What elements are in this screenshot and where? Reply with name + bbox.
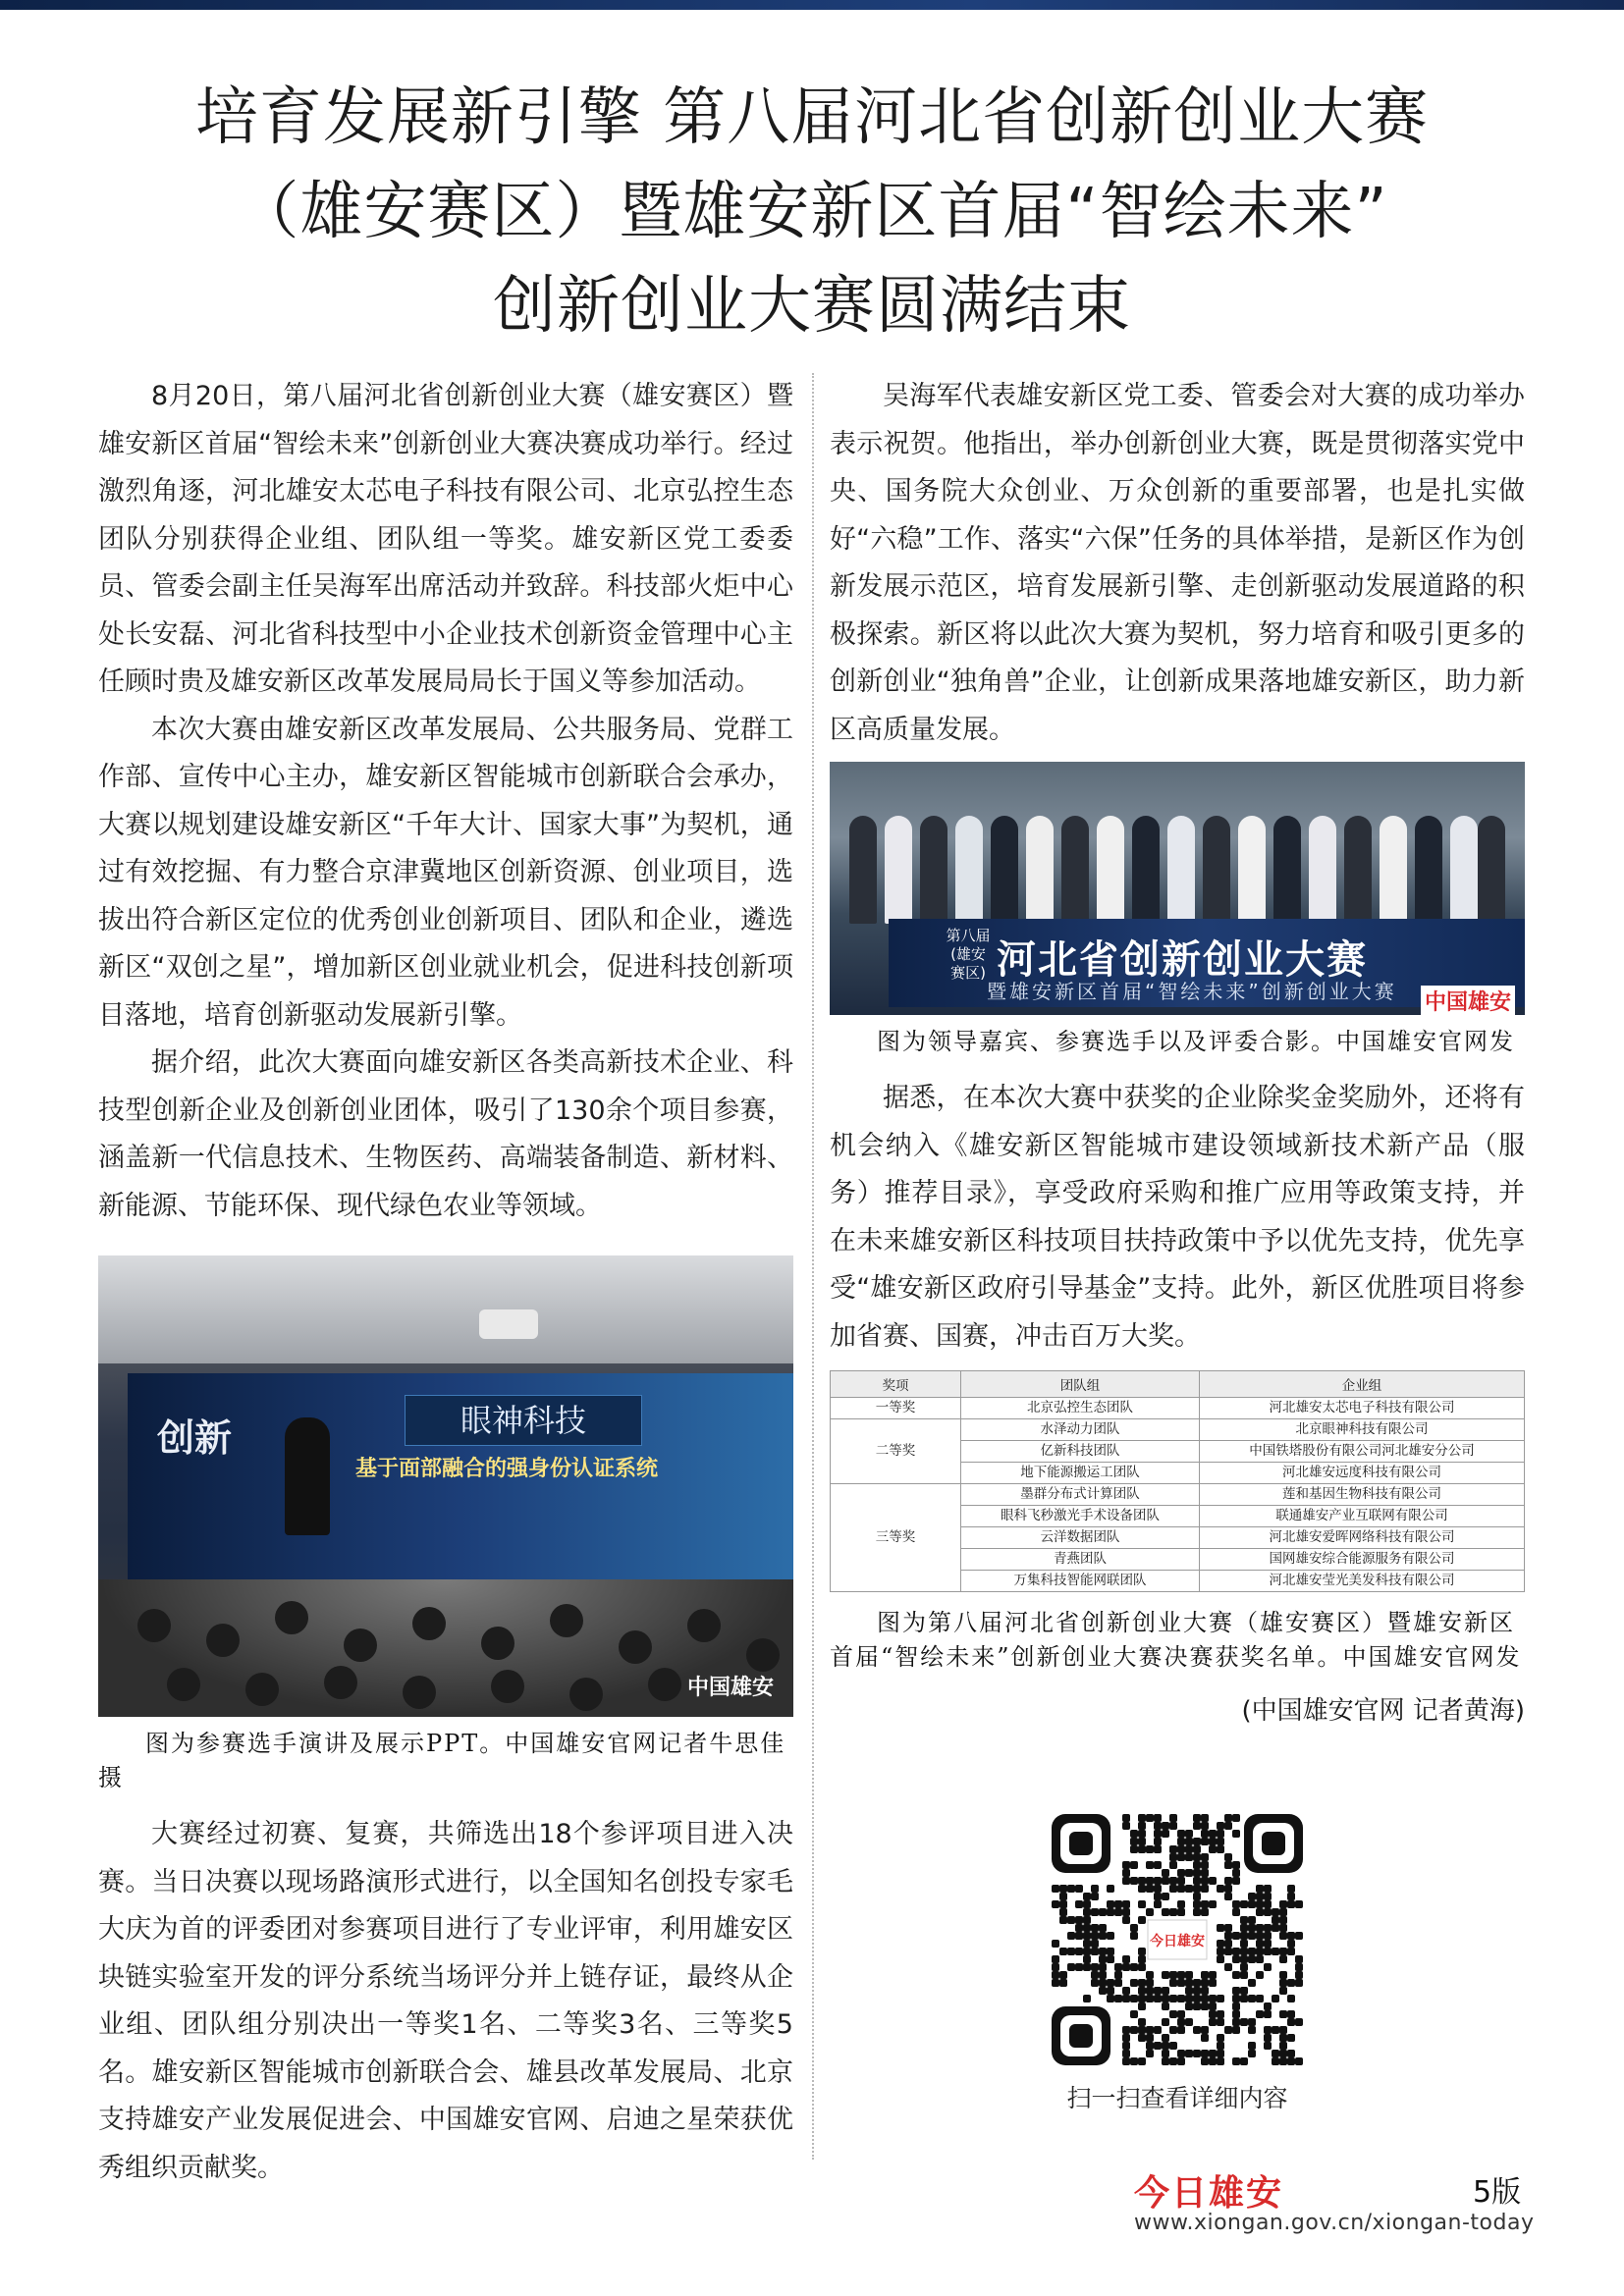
team-winner: 万集科技智能网联团队 xyxy=(961,1571,1200,1592)
table-row xyxy=(831,1419,1525,1441)
article-paragraph: 8月20日，第八届河北省创新创业大赛（雄安赛区）暨雄安新区首届“智绘未来”创新创业大赛决赛成功举行。经过激烈角逐，河北雄安太芯电子科技有限公司、北京弘控生态团队分别获得企业组、团队组一等奖。雄安新区党工委委员、管委会副主任吴海军出席活动并致辞。科技部火炬中心处长安磊、河北省科技型中小企业技术创新资金管理中心主任顾时贵及雄安新区改革发展局局长于国义等参加活动。 xyxy=(98,381,793,697)
article-paragraph: 据介绍，此次大赛面向雄安新区各类高新技术企业、科技型创新企业及创新创业团体，吸引了130余个项目参赛，涵盖新一代信息技术、生物医药、高端装备制造、新材料、新能源、节能环保、现代绿色农业等领域。 xyxy=(98,1047,793,1221)
article-paragraph: 大赛经过初赛、复赛，共筛选出18个参评项目进入决赛。当日决赛以现场路演形式进行，以全国知名创投专家毛大庆为首的评委团对参赛项目进行了专业评审，利用雄安区块链实验室开发的评分系统当场评分并上链存证，最终从企业组、团队组分别决出一等奖1名、二等奖3名、三等奖5名。雄安新区智能城市创新联合会、雄县改革发展局、北京支持雄安产业发展促进会、中国雄安官网、启迪之星荣获优秀组织贡献奖。 xyxy=(98,1819,793,2183)
photo-watermark: 中国雄安 xyxy=(1421,986,1515,1015)
company-winner: 中国铁塔股份有限公司河北雄安分公司 xyxy=(1200,1441,1525,1463)
team-winner: 亿新科技团队 xyxy=(961,1441,1200,1463)
photo-people xyxy=(849,816,1505,924)
headline xyxy=(0,71,1624,353)
photo-group-photo xyxy=(830,762,1525,1015)
team-winner: 地下能源搬运工团队 xyxy=(961,1463,1200,1484)
team-winner: 水泽动力团队 xyxy=(961,1419,1200,1441)
article-paragraph: 本次大赛由雄安新区改革发展局、公共服务局、党群工作部、宣传中心主办，雄安新区智能城市创新联合会承办，大赛以规划建设雄安新区“千年大计、国家大事”为契机，通过有效挖掘、有力整合京津冀地区创新资源、创业项目，选拔出符合新区定位的优秀创业创新项目、团队和企业，遴选新区“双创之星”，增加新区创业就业机会，促进科技创新项目落地，培育创新驱动发展新引擎。 xyxy=(98,714,793,1031)
column-divider xyxy=(812,373,814,2160)
company-winner: 莲和基因生物科技有限公司 xyxy=(1200,1484,1525,1506)
table-row xyxy=(831,1398,1525,1419)
page-number: 5版 xyxy=(1473,2175,1522,2210)
team-winner: 北京弘控生态团队 xyxy=(961,1398,1200,1419)
qr-label: 扫一扫查看详细内容 xyxy=(1066,2084,1288,2112)
reporter-credit: (中国雄安官网 记者黄海) xyxy=(1241,1696,1525,1726)
photo-banner-subtitle: 暨雄安新区首届“智绘未来”创新创业大赛 xyxy=(987,980,1397,1003)
team-winner: 眼科飞秒激光手术设备团队 xyxy=(961,1506,1200,1527)
photo-caption: 图为参赛选手演讲及展示PPT。中国雄安官网记者牛思佳 摄 xyxy=(98,1730,786,1791)
company-winner: 河北雄安爱晖网络科技有限公司 xyxy=(1200,1527,1525,1549)
table-caption: 图为第八届河北省创新创业大赛（雄安赛区）暨雄安新区首届“智绘未来”创新创业大赛决赛获奖名单。中国雄安官网发 xyxy=(830,1609,1522,1671)
headline-line-3: 创新创业大赛圆满结束 xyxy=(493,270,1131,343)
top-bar xyxy=(0,0,1624,10)
headline-line-1: 培育发展新引擎 第八届河北省创新创业大赛 xyxy=(194,81,1430,154)
award-level: 一等奖 xyxy=(831,1398,961,1419)
awards-table xyxy=(830,1370,1525,1592)
award-level: 二等奖 xyxy=(831,1419,961,1484)
table-header: 团队组 xyxy=(961,1371,1200,1398)
left-column xyxy=(98,373,793,2192)
company-winner: 河北雄安远度科技有限公司 xyxy=(1200,1463,1525,1484)
article-paragraph: 吴海军代表雄安新区党工委、管委会对大赛的成功举办表示祝贺。他指出，举办创新创业大赛，既是贯彻落实党中央、国务院大众创业、万众创新的重要部署，也是扎实做好“六稳”工作、落实“六保”任务的具体举措，是新区作为创新发展示范区，培育发展新引擎、走创新驱动发展道路的积极探索。新区将以此次大赛为契机，努力培育和吸引更多的创新创业“独角兽”企业，让创新成果落地雄安新区，助力新区高质量发展。 xyxy=(830,381,1525,745)
team-winner: 墨群分布式计算团队 xyxy=(961,1484,1200,1506)
qr-code-image xyxy=(1052,1814,1303,2065)
headline-line-2: （雄安赛区）暨雄安新区首届“智绘未来” xyxy=(236,176,1388,248)
photo-watermark: 中国雄安 xyxy=(686,1676,774,1700)
table-header: 奖项 xyxy=(831,1371,961,1398)
photo-caption: 图为领导嘉宾、参赛选手以及评委合影。中国雄安官网发 xyxy=(877,1028,1515,1055)
photo-banner-small: 第八届(雄安赛区) xyxy=(946,927,991,982)
article-paragraph: 据悉，在本次大赛中获奖的企业除奖金奖励外，还将有机会纳入《雄安新区智能城市建设领域新技术新产品（服务）推荐目录》，享受政府采购和推广应用等政策支持，并在未来雄安新区科技项目扶持政策中予以优先支持，优先享受“雄安新区政府引导基金”支持。此外，新区优胜项目将参加省赛、国赛，冲击百万大奖。 xyxy=(830,1083,1525,1352)
company-winner: 河北雄安莹光美发科技有限公司 xyxy=(1200,1571,1525,1592)
photo-screen-title: 眼神科技 xyxy=(405,1395,642,1446)
photo-ceiling xyxy=(98,1255,793,1363)
award-level: 三等奖 xyxy=(831,1484,961,1592)
photo-screen-subtitle: 基于面部融合的强身份认证系统 xyxy=(355,1457,659,1481)
photo-contestant-presentation xyxy=(98,1255,793,1717)
photo-screen-text: 创新 xyxy=(157,1416,233,1460)
team-winner: 青燕团队 xyxy=(961,1549,1200,1571)
footer-url[interactable]: www.xiongan.gov.cn/xiongan-today xyxy=(1134,2211,1535,2235)
photo-projector xyxy=(479,1309,538,1339)
team-winner: 云洋数据团队 xyxy=(961,1527,1200,1549)
table-header-row xyxy=(831,1371,1525,1398)
right-column xyxy=(830,373,1525,1727)
company-winner: 联通雄安产业互联网有限公司 xyxy=(1200,1506,1525,1527)
qr-code[interactable] xyxy=(1052,1814,1303,2065)
company-winner: 北京眼神科技有限公司 xyxy=(1200,1419,1525,1441)
company-winner: 河北雄安太芯电子科技有限公司 xyxy=(1200,1398,1525,1419)
table-row xyxy=(831,1484,1525,1506)
photo-speaker xyxy=(285,1417,330,1535)
footer-brand-logo: 今日雄安 xyxy=(1134,2172,1284,2214)
company-winner: 国网雄安综合能源服务有限公司 xyxy=(1200,1549,1525,1571)
qr-center-label: 今日雄安 xyxy=(1150,1934,1205,1949)
photo-banner-title: 河北省创新创业大赛 xyxy=(997,937,1368,983)
table-header: 企业组 xyxy=(1200,1371,1525,1398)
